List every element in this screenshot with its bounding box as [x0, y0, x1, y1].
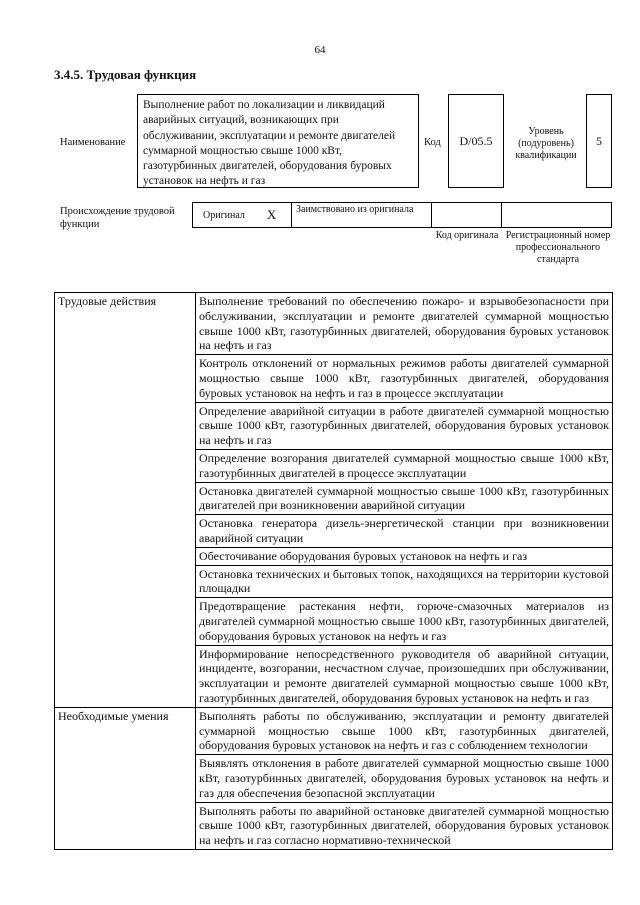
function-name-box: Выполнение работ по локализации и ликвидаций аварийных ситуаций, возникающих при обслуживании, эксплуатации и ремонте двигателей суммарной мощностью свыше 1000 кВт, газотурбинных двигателей, оборудования буровых установок на нефть и газ — [137, 94, 419, 188]
original-label: Оригинал — [203, 209, 245, 221]
code-original-label: Код оригинала — [435, 230, 499, 241]
reg-number-label: Регистрационный номер профессионального стандарта — [505, 230, 611, 265]
skill-item: Выявлять отклонения в работе двигателей суммарной мощностью свыше 1000 кВт, газотурбинных двигателей, оборудования буровых установок на нефть и газ для обеспечения безопасной эксплуатации — [196, 755, 613, 802]
function-table — [54, 292, 613, 850]
labor-action-item: Остановка технических и бытовых топок, находящихся на территории кустовой площадки — [196, 565, 613, 598]
table-row — [55, 293, 613, 355]
name-label: Наименование — [60, 137, 126, 148]
labor-action-item: Обесточивание оборудования буровых установок на нефть и газ — [196, 547, 613, 565]
origin-label: Происхождение трудовой функции — [60, 206, 175, 230]
code-label: Код — [424, 137, 441, 148]
labor-action-item: Информирование непосредственного руководителя об аварийной ситуации, инциденте, возгорании, несчастном случае, произошедших при обслуживании, эксплуатации и ремонте двигателей суммарной мощностью свыше 1000 кВт, газотурбинных двигателей, оборудования буровых установок на нефть и газ — [196, 645, 613, 707]
skills-label: Необходимые умения — [55, 707, 196, 849]
function-code-box: D/05.5 — [448, 94, 504, 188]
labor-action-item: Определение аварийной ситуации в работе двигателей суммарной мощностью свыше 1000 кВт, газотурбинных двигателей, оборудования буровых установок на нефть и газ — [196, 402, 613, 449]
labor-action-item: Предотвращение растекания нефти, горюче-смазочных материалов из двигателей суммарной мощностью свыше 1000 кВт, газотурбинных двигателей, оборудования буровых установок на нефть и газ — [196, 598, 613, 645]
labor-actions-label: Трудовые действия — [55, 293, 196, 708]
original-mark: X — [266, 207, 277, 222]
section-title: 3.4.5. Трудовая функция — [54, 67, 197, 82]
borrowed-cell: Заимствовано из оригинала — [292, 202, 432, 228]
labor-action-item: Остановка двигателей суммарной мощностью свыше 1000 кВт, газотурбинных двигателей при возникновении аварийной ситуации — [196, 482, 613, 515]
qualification-level-label: Уровень (подуровень) квалификации — [515, 126, 577, 161]
page-number: 64 — [314, 44, 326, 56]
labor-action-item: Остановка генератора дизель-энергетической станции при возникновении аварийной ситуации — [196, 515, 613, 548]
labor-action-item: Контроль отклонений от нормальных режимов работы двигателей суммарной мощностью свыше 1000 кВт, газотурбинных двигателей, оборудования буровых установок на нефть и газ в процессе эксплуатации — [196, 355, 613, 402]
labor-action-item: Выполнение требований по обеспечению пожаро- и взрывобезопасности при обслуживании, эксплуатации и ремонте двигателей суммарной мощностью свыше 1000 кВт, газотурбинных двигателей, оборудования буровых установок на нефть и газ — [196, 293, 613, 355]
skill-item: Выполнять работы по обслуживанию, эксплуатации и ремонту двигателей суммарной мощностью свыше 1000 кВт, газотурбинных двигателей, оборудования буровых установок на нефть и газ с соблюдением технологии — [196, 707, 613, 754]
skill-item: Выполнять работы по аварийной остановке двигателей суммарной мощностью свыше 1000 кВт, газотурбинных двигателей, оборудования буровых установок на нефть и газ согласно нормативно-технической — [196, 802, 613, 849]
labor-action-item: Определение возгорания двигателей суммарной мощностью свыше 1000 кВт, газотурбинных двигателей в процессе эксплуатации — [196, 449, 613, 482]
table-row — [55, 707, 613, 754]
qualification-level-box: 5 — [586, 94, 612, 188]
